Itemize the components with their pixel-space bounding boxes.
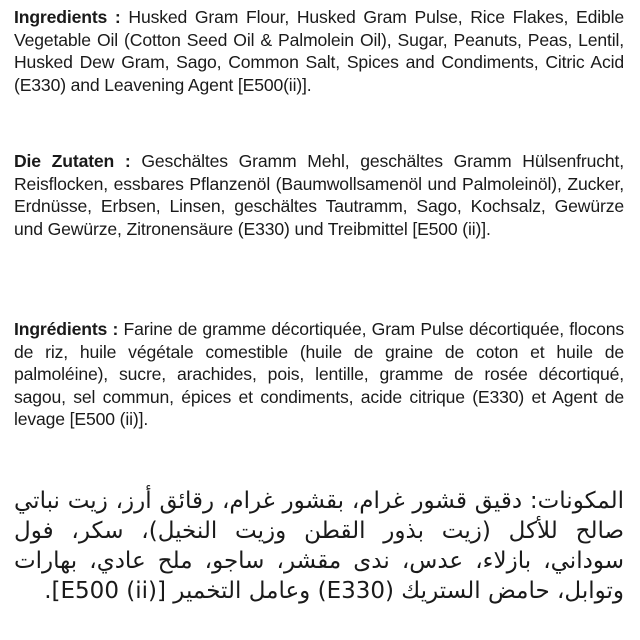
ingredients-french-label: Ingrédients :	[14, 319, 119, 339]
ingredients-german	[14, 150, 624, 240]
ingredients-arabic-text: المكونات: دقيق قشور غرام، بقشور غرام، رقائق أرز، زيت نباتي صالح للأكل (زيت بذور القطن وزيت النخيل)، سكر، فول سوداني، بازلاء، عدس، ندى مقشر، ساجو، ملح عادي، بهارات وتوابل، حامض الستريك (E330) وعامل التخمير [E500 (ii)].	[14, 488, 624, 604]
ingredients-english-text: Husked Gram Flour, Husked Gram Pulse, Rice Flakes, Edible Vegetable Oil (Cotton Seed Oil & Palmolein Oil), Sugar, Peanuts, Peas, Lentil, Husked Dew Gram, Sago, Common Salt, Spices and Condiments, Citric Acid (E330) and Leavening Agent [E500(ii)].	[14, 7, 624, 95]
ingredients-german-label: Die Zutaten :	[14, 151, 131, 171]
ingredients-english-label: Ingredients :	[14, 7, 121, 27]
ingredients-arabic	[14, 486, 624, 606]
ingredients-english	[14, 6, 624, 96]
ingredients-french-text: Farine de gramme décortiquée, Gram Pulse décortiquée, flocons de riz, huile végétale comestible (huile de graine de coton et huile de palmoléine), sucre, arachides, pois, lentille, gramme de rosée décortiqué, sagou, sel commun, épices et condiments, acide citrique (E330) et Agent de levage [E500 (ii)].	[14, 319, 624, 430]
ingredients-german-text: Geschältes Gramm Mehl, geschältes Gramm Hülsenfrucht, Reisflocken, essbares Pflanzenöl (Baumwollsamenöl und Palmoleinöl), Zucker, Erdnüsse, Erbsen, Linsen, geschältes Tautramm, Sago, Kochsalz, Gewürze und Gewürze, Zitronensäure (E330) und Treibmittel [E500 (ii)].	[14, 151, 624, 239]
ingredients-french	[14, 318, 624, 431]
